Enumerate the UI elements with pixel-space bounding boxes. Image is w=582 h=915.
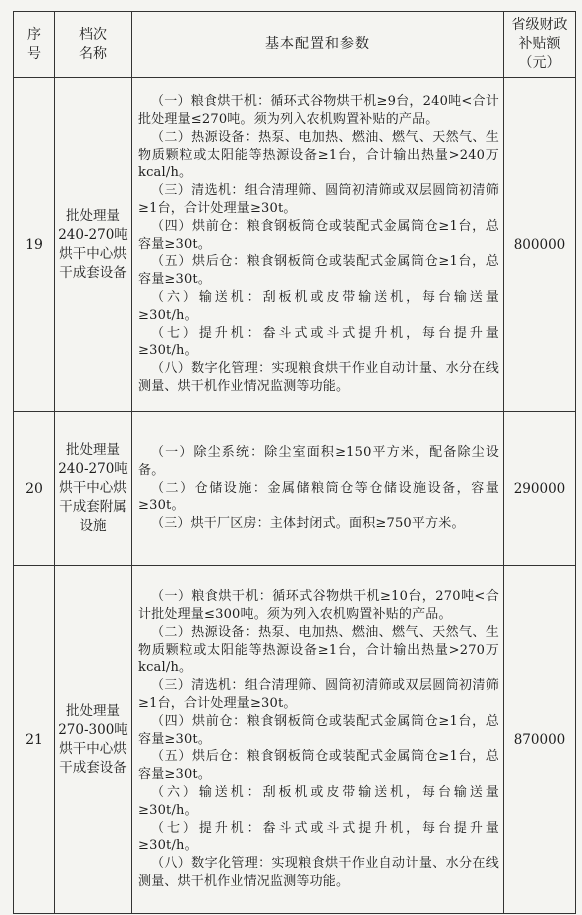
- spec-item: （六）输送机：刮板机或皮带输送机，每台输送量≥30t/h。: [138, 784, 499, 818]
- spec-cell: [132, 78, 504, 412]
- spec-item: （五）烘后仓：粮食钢板筒仓或装配式金属筒仓≥1台，总容量≥30t。: [138, 749, 499, 783]
- spec-item: （四）烘前仓：粮食钢板筒仓或装配式金属筒仓≥1台，总容量≥30t。: [138, 713, 499, 747]
- spec-item: （一）除尘系统：除尘室面积≥150平方米，配备除尘设备。: [138, 445, 499, 478]
- spec-item: （三）清选机：组合清理筛、圆筒初清筛或双层圆筒初清筛≥1台，合计处理量≥30t。: [138, 183, 499, 216]
- header-spec: 基本配置和参数: [132, 12, 504, 78]
- tier-name: 批处理量240-270吨烘干中心烘干成套设备: [55, 78, 132, 412]
- spec-item: （七）提升机：畚斗式或斗式提升机，每台提升量≥30t/h。: [138, 820, 499, 854]
- spec-item: （四）烘前仓：粮食钢板筒仓或装配式金属筒仓≥1台，总容量≥30t。: [138, 218, 499, 252]
- spec-item: （二）热源设备：热泵、电加热、燃油、燃气、天然气、生物质颗粒或太阳能等热源设备≥1台，合计输出热量>270万kcal/h。: [138, 624, 499, 676]
- table-row: [14, 412, 576, 566]
- subsidy-amount: 800000: [504, 78, 576, 412]
- spec-item: （二）仓储设施：金属储粮筒仓等仓储设施设备，容量≥30t。: [138, 480, 499, 514]
- spec-item: （三）清选机：组合清理筛、圆筒初清筛或双层圆筒初清筛≥1台，合计处理量≥30t。: [138, 678, 499, 711]
- spec-item: （五）烘后仓：粮食钢板筒仓或装配式金属筒仓≥1台，总容量≥30t。: [138, 254, 499, 288]
- subsidy-amount: 870000: [504, 566, 576, 914]
- spec-item: （七）提升机：畚斗式或斗式提升机，每台提升量≥30t/h。: [138, 325, 499, 359]
- tier-name: 批处理量240-270吨烘干中心烘干成套附属设施: [55, 412, 132, 566]
- header-subsidy: 省级财政补贴额（元）: [504, 12, 576, 78]
- row-number: 20: [14, 412, 55, 566]
- header-name: 档次名称: [55, 12, 132, 78]
- subsidy-table: [13, 11, 576, 914]
- tier-name: 批处理量270-300吨烘干中心烘干成套设备: [55, 566, 132, 914]
- spec-item: （一）粮食烘干机：循环式谷物烘干机≥9台，240吨<合计批处理量≤270吨。须为列入农机购置补贴的产品。: [138, 94, 499, 128]
- spec-item: （二）热源设备：热泵、电加热、燃油、燃气、天然气、生物质颗粒或太阳能等热源设备≥1台，合计输出热量>240万kcal/h。: [138, 129, 499, 181]
- spec-item: （八）数字化管理：实现粮食烘干作业自动计量、水分在线测量、烘干机作业情况监测等功能。: [138, 856, 499, 889]
- spec-cell: [132, 566, 504, 914]
- spec-item: （八）数字化管理：实现粮食烘干作业自动计量、水分在线测量、烘干机作业情况监测等功能。: [138, 361, 499, 394]
- spec-item: （三）烘干厂区房：主体封闭式。面积≥750平方米。: [151, 516, 465, 532]
- row-number: 19: [14, 78, 55, 412]
- spec-item: （一）粮食烘干机：循环式谷物烘干机≥10台，270吨<合计批处理量≤300吨。须为列入农机购置补贴的产品。: [138, 589, 499, 623]
- spec-item: （六）输送机：刮板机或皮带输送机，每台输送量≥30t/h。: [138, 289, 499, 323]
- table-row: [14, 566, 576, 914]
- header-row: [14, 12, 576, 78]
- table-row: [14, 78, 576, 412]
- subsidy-amount: 290000: [504, 412, 576, 566]
- header-no: 序号: [14, 12, 55, 78]
- row-number: 21: [14, 566, 55, 914]
- spec-cell: [132, 412, 504, 566]
